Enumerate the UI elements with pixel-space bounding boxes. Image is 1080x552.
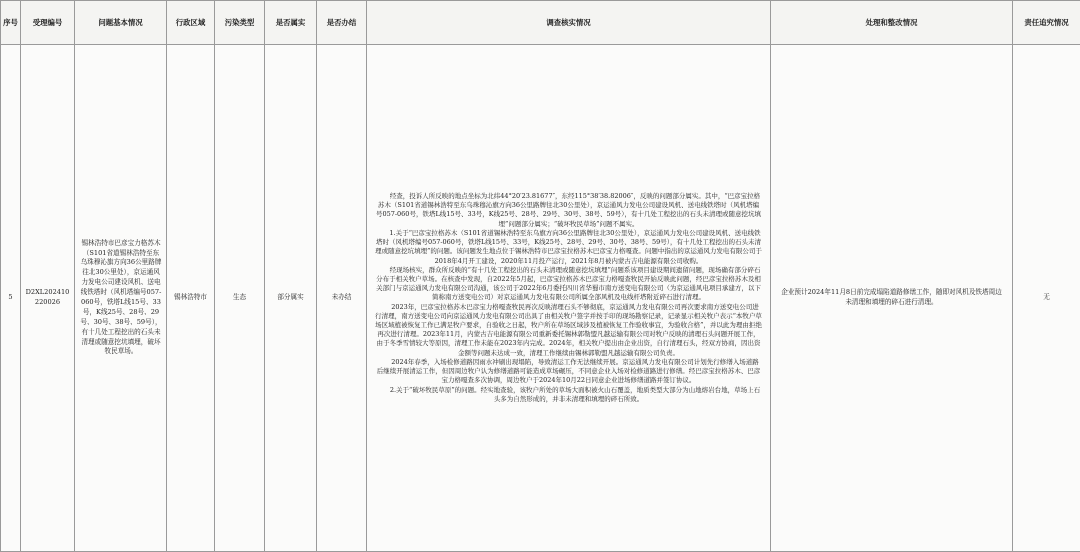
investigation-paragraph: 经现场核实，群众所反映的“有十几处工程挖出的石头未清理或随意挖坑填埋”问题系该项目建设期间遗留问题，现场确有部分碎石分布于相关牧户草场。在核查中发现，自2022年5月起，巴彦宝拉格苏木巴彦宝力格嘎查牧民开始反映此问题，经巴彦宝拉格苏木及相关部门与京运通风力发电有限公司沟通，该公司于2022年6月委托四川省华蜀市南方送变电有限公司（为京运通风电项目承建方，以下简称南方送变电公司）对京运通风力发电有限公司所属全部风机及电线杆塔附近碎石进行清理。 bbox=[376, 265, 761, 302]
cell-region: 锡林浩特市 bbox=[167, 45, 215, 552]
header-issue: 问题基本情况 bbox=[75, 1, 167, 45]
table-row bbox=[1, 45, 1080, 552]
cell-issue: 锡林浩特市巴彦宝力格苏木（S101省道锡林浩特至东乌珠穆沁旗方向36公里路牌往北30公里处），京运通风力发电公司建设风机、送电线铁塔时（风机塔编号057-060号，铁塔L线15号、33号，K线25号、28号、29号、30号、38号、59号），有十几处工程挖出的石头未清理或随意挖坑填埋，破坏牧民草场。 bbox=[75, 45, 167, 552]
header-pollution-type: 污染类型 bbox=[215, 1, 265, 45]
cell-verified: 部分属实 bbox=[265, 45, 317, 552]
investigation-paragraph: 2.关于“破坏牧民草原”的问题。经实地查验，该牧户所处的草场大面积被火山石覆盖，地质类型大部分为山地熔岩台地，草场上石头多为自然形成的，并非未清理和填埋的碎石所致。 bbox=[389, 385, 761, 403]
cell-closed: 未办结 bbox=[317, 45, 367, 552]
header-rectification: 处理和整改情况 bbox=[771, 1, 1013, 45]
cell-seq: 5 bbox=[1, 45, 21, 552]
cell-investigation bbox=[367, 45, 771, 552]
header-verified: 是否属实 bbox=[265, 1, 317, 45]
header-region: 行政区域 bbox=[167, 1, 215, 45]
investigation-paragraph: 2023年，巴彦宝拉格苏木巴彦宝力格嘎查牧民再次反映清理石头不够彻底，京运通风力发电有限公司再次要求南方送变电公司进行清理，南方送变电公司向京运通风力发电有限公司出具了由相关牧户签字并按手印的现场勘察记录，记录显示相关牧户表示“本牧户草场区域植被恢复工作已满足牧户要求，自验收之日起，牧户所在草场区域涉及植被恢复工作验收事宜，为验收合格”，并以此为理由拒绝再次进行清理。2023年11月，内蒙古吉电能源有限公司重新委托锡林郭勒盟凡越运输有限公司对牧户反映的清理石头问题开展工作，由于冬季雪情较大等原因，清理工作未能在2023年内完成。2024年，相关牧户提出由企业出资，自行清理石头，经双方协商，因出资金额等问题未达成一致，清理工作继续由锡林郭勒盟凡越运输有限公司负责。 bbox=[375, 302, 762, 357]
header-row bbox=[1, 1, 1080, 45]
cell-pollution-type: 生态 bbox=[215, 45, 265, 552]
investigation-paragraph: 2024年春季，入场检修道路因雨水冲刷出现塌陷，导致清运工作无法继续开展。京运通风力发电有限公司计划先行修缮入场道路后继续开展清运工作，但因周边牧户认为修缮道路可能造成草场碾压，不同意企业入场对检修道路进行修缮。经巴彦宝拉格苏木、巴彦宝力格嘎查多次协调，周边牧户于2024年10月22日同意企业进场修缮道路并签订协议。 bbox=[376, 357, 761, 385]
header-closed: 是否办结 bbox=[317, 1, 367, 45]
investigation-paragraph: 经查，投诉人所反映的地点坐标为北纬44°20′23.81677″，东经115°38′38.82006″，反映的问题部分属实。其中，“巴彦宝拉格苏木（S101省道锡林浩特至东乌珠穆沁旗方向36公里路牌往北30公里处），京运通风力发电公司建设风机、送电线铁塔时（风机塔编号057-060号，铁塔L线15号、33号，K线25号、28号、29号、30号、38号、59号），有十几处工程挖出的石头未清理或随意挖坑填埋”问题部分属实；“破坏牧民草场”问题不属实。 bbox=[375, 191, 762, 228]
cell-accountability: 无 bbox=[1013, 45, 1080, 552]
cell-case-no: D2XL202410220026 bbox=[21, 45, 75, 552]
investigation-paragraph: 1.关于“巴彦宝拉格苏木（S101省道锡林浩特至东乌旗方向36公里路牌往北30公里处），京运通风力发电公司建设风机、送电线铁塔时（风机塔编号057-060号，铁塔L线15号、33号，K线25号、28号、29号、30号、38号、59号），有十几处工程挖出的石头未清理或随意挖坑填埋”的问题。该问题发生地点位于锡林浩特市巴彦宝拉格苏木巴彦宝力格嘎查。问题中指出的京运通风力发电有限公司于2018年4月开工建设，2020年11月投产运行，2021年8月被内蒙古吉电能源有限公司收购。 bbox=[375, 228, 762, 265]
header-accountability: 责任追究情况 bbox=[1013, 1, 1080, 45]
header-investigation: 调查核实情况 bbox=[367, 1, 771, 45]
header-case-no: 受理编号 bbox=[21, 1, 75, 45]
header-seq: 序号 bbox=[1, 1, 21, 45]
cell-rectification: 企业预计2024年11月8日前完成塌陷道路修缮工作，随即对风机及铁塔周边未清理和填埋的碎石进行清理。 bbox=[771, 45, 1013, 552]
